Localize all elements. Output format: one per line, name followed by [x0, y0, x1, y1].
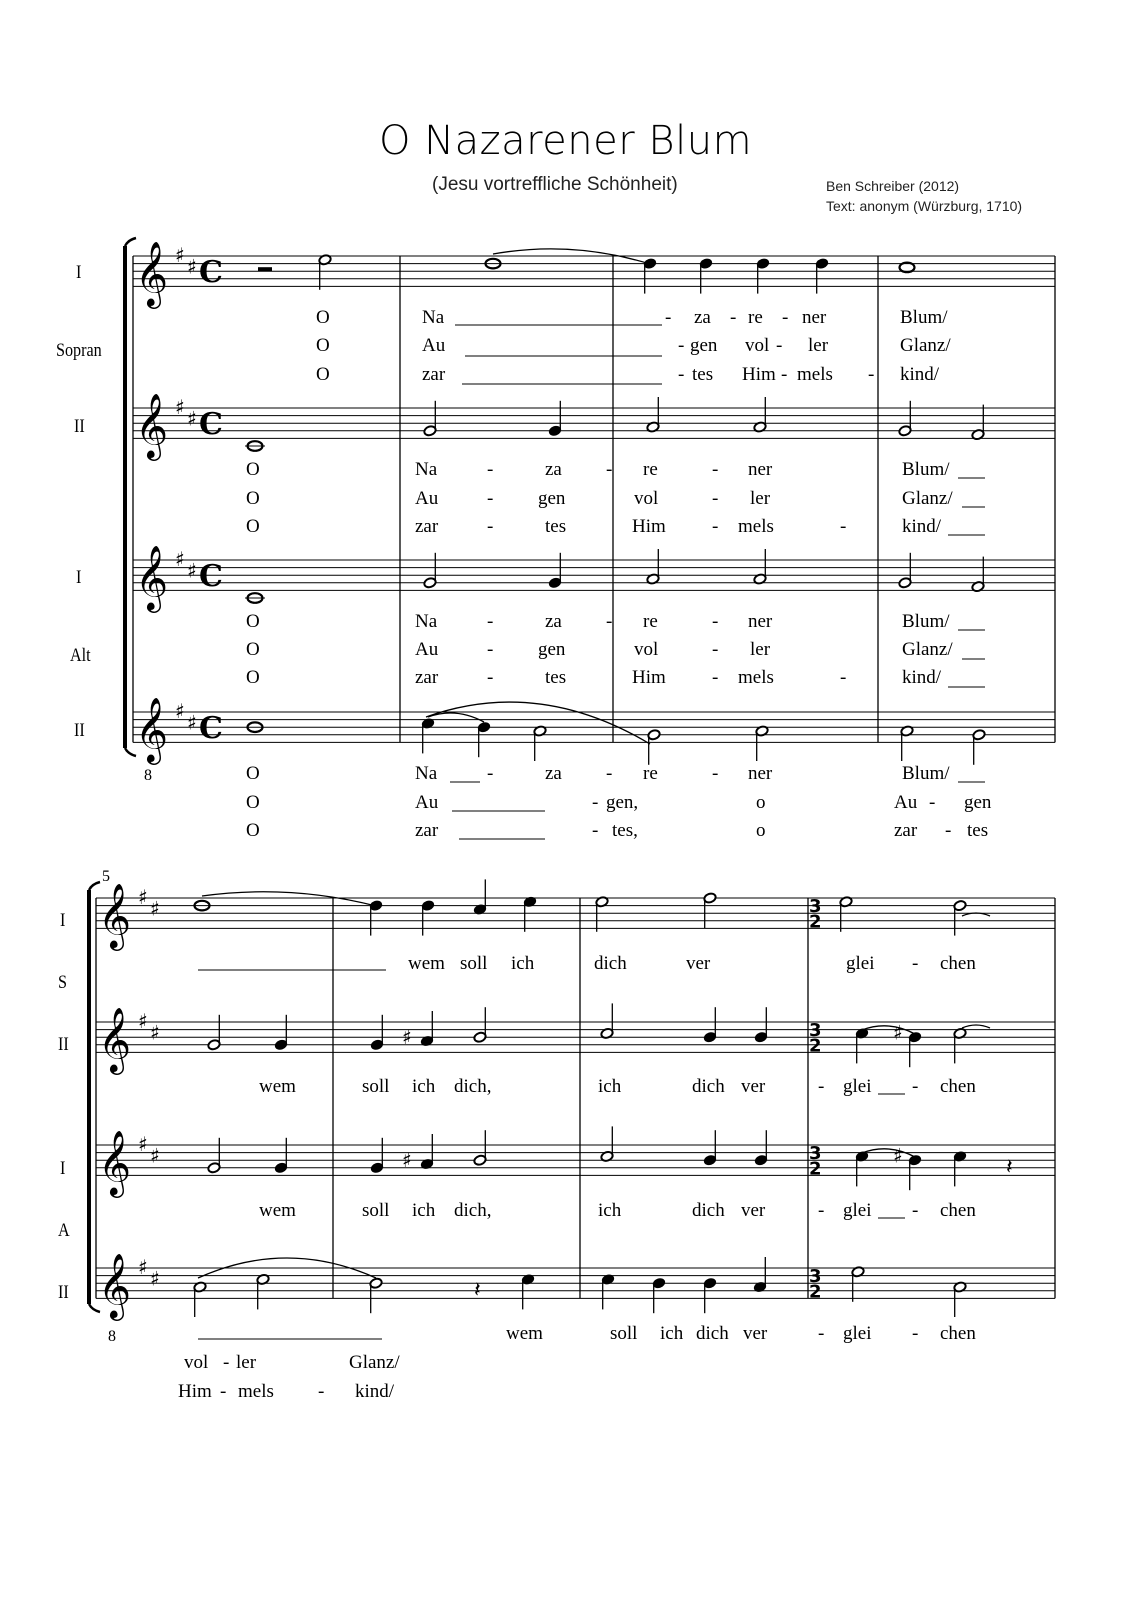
sharp-icon: ♯: [175, 243, 185, 267]
label2-s2: II: [58, 1034, 69, 1055]
slur: [428, 713, 484, 722]
label2-s1: I: [60, 910, 66, 931]
sharp-icon: ♯: [175, 395, 185, 419]
treble-clef-icon: 𝄞: [98, 1130, 132, 1196]
treble-clef-icon: 𝄞: [135, 241, 169, 307]
label-s2: II: [74, 416, 85, 437]
text-credit: Text: anonym (Würzburg, 1710): [826, 198, 1023, 214]
score-subtitle: (Jesu vortreffliche Schönheit): [432, 174, 678, 195]
sharp-icon: ♯: [187, 406, 197, 431]
sharp-icon: ♯: [150, 1143, 160, 1168]
label2-a: A: [58, 1220, 70, 1241]
sharp-icon: ♯: [402, 1025, 412, 1050]
sharp-icon: ♯: [187, 710, 197, 735]
time-signature-top: 3: [809, 1266, 822, 1288]
treble-clef-icon: 𝄞: [98, 883, 132, 949]
slur: [426, 702, 650, 744]
common-time-icon: C: [199, 558, 223, 594]
label2-s: S: [58, 972, 67, 993]
label-s1: I: [76, 262, 82, 283]
treble-clef-icon: 𝄞: [98, 1007, 132, 1073]
label-a1: I: [76, 567, 82, 588]
treble-clef-icon: 𝄞: [98, 1253, 132, 1319]
treble-clef-icon: 𝄞: [135, 545, 169, 611]
sharp-icon: ♯: [138, 1255, 148, 1279]
common-time-icon: C: [199, 406, 223, 442]
time-signature-top: 3: [809, 896, 822, 918]
sharp-icon: ♯: [187, 558, 197, 583]
tenor-eight-2: 8: [108, 1328, 116, 1345]
slur: [962, 1025, 990, 1028]
half-rest: [258, 267, 272, 271]
sharp-icon: ♯: [175, 547, 185, 571]
time-signature-bottom: 2: [809, 1281, 822, 1303]
sharp-icon: ♯: [402, 1148, 412, 1173]
common-time-icon: C: [199, 254, 223, 290]
sharp-icon: ♯: [150, 1020, 160, 1045]
sharp-icon: ♯: [138, 1132, 148, 1156]
quarter-rest: 𝄽: [474, 1277, 481, 1303]
sharp-icon: ♯: [138, 885, 148, 909]
sharp-icon: ♯: [893, 1020, 903, 1045]
tenor-eight-1: 8: [144, 767, 152, 784]
time-signature-top: 3: [809, 1143, 822, 1165]
common-time-icon: C: [199, 710, 223, 746]
sharp-icon: ♯: [138, 1009, 148, 1033]
label-alt: Alt: [70, 645, 91, 666]
time-signature-top: 3: [809, 1020, 822, 1042]
treble-clef-icon: 𝄞: [135, 697, 169, 763]
time-signature-bottom: 2: [809, 1158, 822, 1180]
quarter-rest: 𝄽: [1006, 1154, 1013, 1180]
composer-credit: Ben Schreiber (2012): [826, 178, 960, 194]
sharp-icon: ♯: [187, 254, 197, 279]
sharp-icon: ♯: [893, 1143, 903, 1168]
label2-a2: II: [58, 1282, 69, 1303]
treble-clef-icon: 𝄞: [135, 393, 169, 459]
sharp-icon: ♯: [150, 1266, 160, 1291]
time-signature-bottom: 2: [809, 1035, 822, 1057]
label-a2: II: [74, 720, 85, 741]
sharp-icon: ♯: [175, 699, 185, 723]
score-title: O Nazarener Blum: [378, 118, 753, 164]
label2-a1: I: [60, 1158, 66, 1179]
sharp-icon: ♯: [150, 896, 160, 921]
time-signature-bottom: 2: [809, 911, 822, 933]
label-sopran: Sopran: [56, 340, 102, 361]
measure-number: 5: [102, 868, 110, 885]
slur: [202, 892, 376, 906]
